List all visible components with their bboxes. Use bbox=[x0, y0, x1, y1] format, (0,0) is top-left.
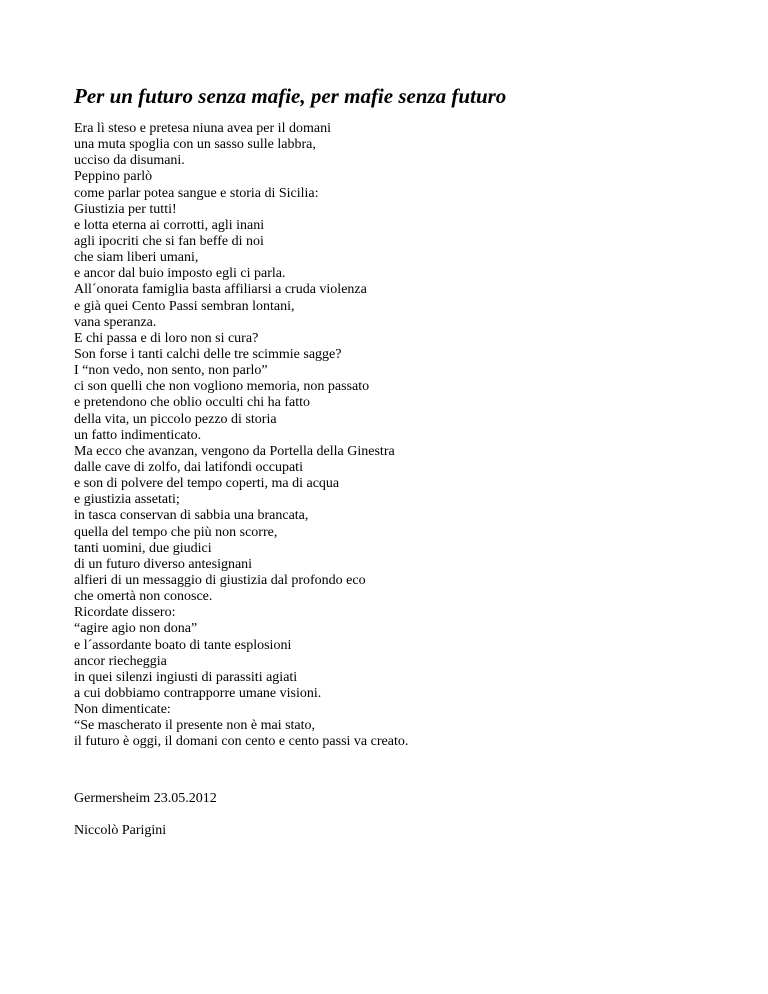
poem-line: Non dimenticate: bbox=[74, 702, 171, 718]
poem-line: Era lì steso e pretesa niuna avea per il domani bbox=[74, 121, 331, 136]
poem-line: Son forse i tanti calchi delle tre scimmie sagge? bbox=[74, 346, 342, 362]
poem-line: ucciso da disumani. bbox=[74, 153, 185, 169]
poem-line: I “non vedo, non sento, non parlo” bbox=[74, 363, 268, 379]
poem-line: Peppino parlò bbox=[74, 169, 153, 185]
poem-line: tanti uomini, due giudici bbox=[74, 540, 212, 556]
poem-line: Ma ecco che avanzan, vengono da Portella della Ginestra bbox=[74, 443, 395, 459]
author-name: Niccolò Parigini bbox=[74, 823, 167, 838]
poem-line: e giustizia assetati; bbox=[74, 492, 180, 508]
poem-line: e son di polvere del tempo coperti, ma di acqua bbox=[74, 476, 340, 492]
poem-line: “agire agio non dona” bbox=[74, 621, 198, 637]
poem-line: ancor riecheggia bbox=[74, 653, 167, 669]
poem-line: ci son quelli che non vogliono memoria, non passato bbox=[74, 379, 370, 395]
poem-line: e ancor dal buio imposto egli ci parla. bbox=[74, 266, 286, 282]
poem-line: E chi passa e di loro non si cura? bbox=[74, 330, 259, 346]
poem-line: quella del tempo che più non scorre, bbox=[74, 524, 278, 540]
poem-line: e già quei Cento Passi sembran lontani, bbox=[74, 298, 295, 314]
poem-line: e l´assordante boato di tante esplosioni bbox=[74, 637, 292, 653]
poem-line: agli ipocriti che si fan beffe di noi bbox=[74, 233, 264, 249]
poem-body bbox=[74, 121, 408, 750]
poem-line: che omertà non conosce. bbox=[74, 589, 213, 605]
poem-line: Ricordate dissero: bbox=[74, 605, 176, 621]
poem-line: dalle cave di zolfo, dai latifondi occupati bbox=[74, 459, 303, 475]
poem-line: come parlar potea sangue e storia di Sicilia: bbox=[74, 185, 319, 201]
poem-line: di un futuro diverso antesignani bbox=[74, 556, 253, 572]
poem-line: della vita, un piccolo pezzo di storia bbox=[74, 411, 277, 427]
poem-line: il futuro è oggi, il domani con cento e cento passi va creato. bbox=[74, 734, 409, 750]
poem-line: e pretendono che oblio occulti chi ha fatto bbox=[74, 395, 310, 411]
poem-line: All´onorata famiglia basta affiliarsi a cruda violenza bbox=[74, 282, 367, 298]
poem-line: “Se mascherato il presente non è mai stato, bbox=[74, 718, 316, 734]
poem-line: vana speranza. bbox=[74, 314, 157, 330]
poem-line: in quei silenzi ingiusti di parassiti agiati bbox=[74, 669, 298, 685]
poem-line: un fatto indimenticato. bbox=[74, 427, 202, 443]
poem-line: alfieri di un messaggio di giustizia dal profondo eco bbox=[74, 572, 366, 588]
place-date: Germersheim 23.05.2012 bbox=[74, 791, 217, 806]
poem-line: in tasca conservan di sabbia una brancata, bbox=[74, 508, 309, 524]
poem-title: Per un futuro senza mafie, per mafie senza futuro bbox=[74, 84, 507, 108]
poem-line: che siam liberi umani, bbox=[74, 250, 199, 266]
poem-line: Giustizia per tutti! bbox=[74, 201, 177, 217]
poem-line: a cui dobbiamo contrapporre umane visioni. bbox=[74, 685, 322, 701]
poem-line: e lotta eterna ai corrotti, agli inani bbox=[74, 217, 265, 233]
poem-line: una muta spoglia con un sasso sulle labbra, bbox=[74, 137, 316, 153]
